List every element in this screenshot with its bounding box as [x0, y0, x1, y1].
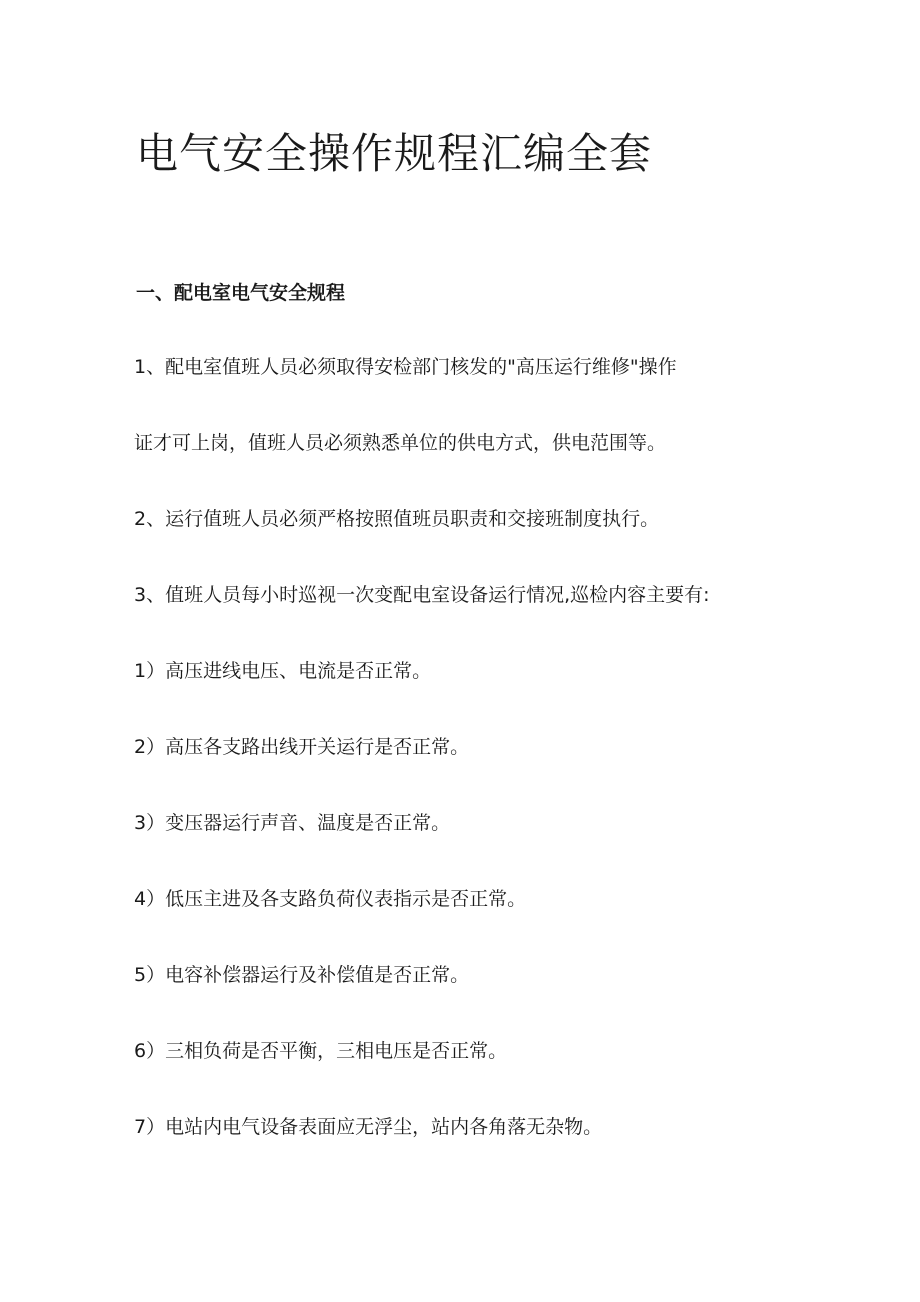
- list-item: 1）高压进线电压、电流是否正常。: [134, 660, 432, 682]
- list-item: 3）变压器运行声音、温度是否正常。: [134, 812, 451, 834]
- list-item: 4）低压主进及各支路负荷仪表指示是否正常。: [134, 888, 527, 910]
- paragraph-line: 3、值班人员每小时巡视一次变配电室设备运行情况,巡检内容主要有:: [134, 584, 710, 606]
- section-heading: 一、配电室电气安全规程: [136, 282, 346, 304]
- list-item: 5）电容补偿器运行及补偿值是否正常。: [134, 964, 470, 986]
- list-item: 2）高压各支路出线开关运行是否正常。: [134, 736, 470, 758]
- document-title: 电气安全操作规程汇编全套: [136, 129, 653, 178]
- list-item: 7）电站内电气设备表面应无浮尘，站内各角落无杂物。: [134, 1116, 603, 1138]
- paragraph-line: 1、配电室值班人员必须取得安检部门核发的"高压运行维修"操作: [134, 356, 677, 378]
- list-item: 6）三相负荷是否平衡，三相电压是否正常。: [134, 1040, 508, 1062]
- paragraph-line: 2、运行值班人员必须严格按照值班员职责和交接班制度执行。: [134, 508, 660, 530]
- paragraph-line: 证才可上岗，值班人员必须熟悉单位的供电方式，供电范围等。: [134, 432, 667, 454]
